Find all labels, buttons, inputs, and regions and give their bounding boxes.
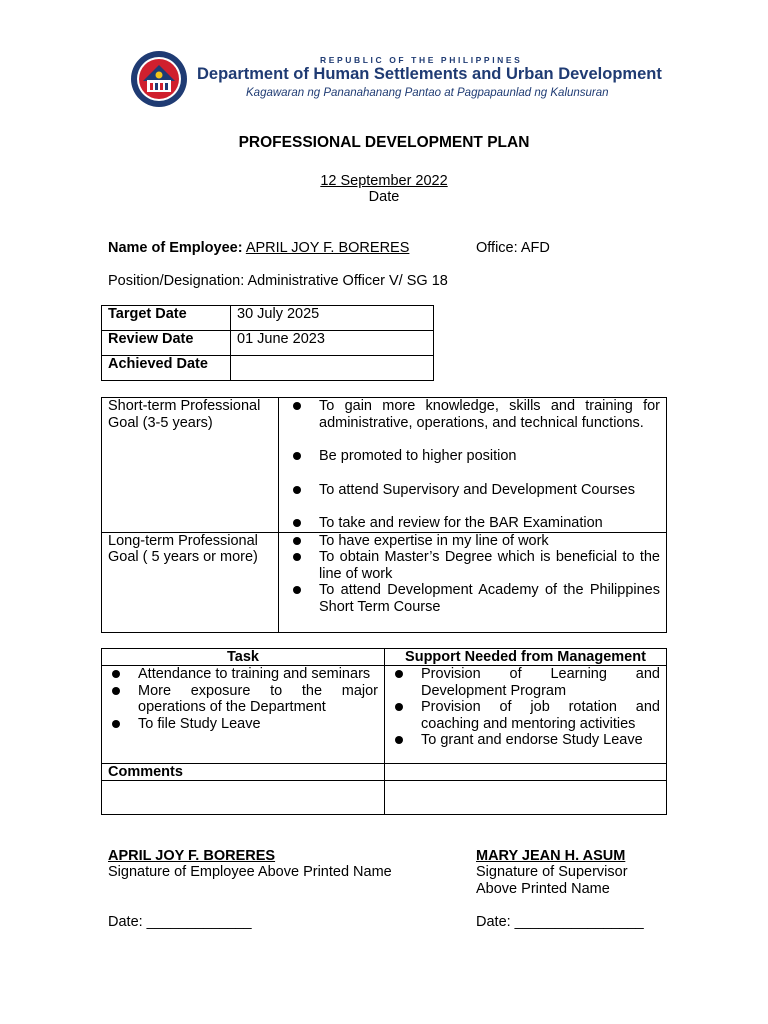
plan-date: 12 September 2022 xyxy=(320,173,448,189)
list-item: Provision of Learning and Development Program xyxy=(387,666,660,699)
page-title: PROFESSIONAL DEVELOPMENT PLAN xyxy=(238,134,530,151)
list-item: To have expertise in my line of work xyxy=(285,533,660,550)
task-cell xyxy=(102,666,385,764)
list-item: To attend Supervisory and Development Courses xyxy=(285,482,660,499)
task-support-table xyxy=(101,648,667,815)
list-item: Attendance to training and seminars xyxy=(104,666,378,683)
date-label: Date xyxy=(368,189,400,205)
comments-field-left[interactable] xyxy=(102,781,385,815)
list-item: To file Study Leave xyxy=(104,716,378,733)
list-item: Be promoted to higher position xyxy=(285,448,660,465)
list-item: More exposure to the major operations of the Department xyxy=(104,683,378,716)
list-item: To obtain Master’s Degree which is beneficial to the line of work xyxy=(285,549,660,582)
dhsud-seal-logo xyxy=(130,50,188,108)
achieved-date-label: Achieved Date xyxy=(102,356,231,381)
list-item: To gain more knowledge, skills and training for administrative, operations, and technical functions. xyxy=(285,398,660,431)
goals-table xyxy=(101,397,667,633)
review-date-label: Review Date xyxy=(102,331,231,356)
employee-signature-caption: Signature of Employee Above Printed Name xyxy=(108,864,392,880)
list-item: Provision of job rotation and coaching and mentoring activities xyxy=(387,699,660,732)
employee-name-label: Name of Employee: xyxy=(108,240,243,256)
employee-signature-name: APRIL JOY F. BORERES xyxy=(108,848,276,864)
supervisor-signature-caption-1: Signature of Supervisor xyxy=(476,864,628,880)
supervisor-signature-caption-2: Above Printed Name xyxy=(476,881,610,897)
supervisor-signature-name: MARY JEAN H. ASUM xyxy=(476,848,626,864)
comments-empty-cell xyxy=(385,764,667,781)
target-date-value: 30 July 2025 xyxy=(231,306,434,331)
office: Office: AFD xyxy=(476,240,550,256)
department-name: Department of Human Settlements and Urban Development xyxy=(197,65,662,83)
employee-name-line xyxy=(108,240,409,256)
long-term-goal-label: Long-term Professional Goal ( 5 years or more) xyxy=(102,532,279,632)
list-item: To attend Development Academy of the Philippines Short Term Course xyxy=(285,582,660,615)
support-cell xyxy=(385,666,667,764)
target-date-label: Target Date xyxy=(102,306,231,331)
dates-table xyxy=(101,305,434,381)
republic-label: REPUBLIC OF THE PHILIPPINES xyxy=(320,55,523,65)
long-term-goal-items xyxy=(279,532,667,632)
short-term-goal-label: Short-term Professional Goal (3-5 years) xyxy=(102,398,279,533)
comments-field-right[interactable] xyxy=(385,781,667,815)
comments-label: Comments xyxy=(102,764,385,781)
supervisor-date-field[interactable]: Date: ________________ xyxy=(476,914,644,930)
department-subtitle: Kagawaran ng Pananahanang Pantao at Pagpapaunlad ng Kalunsuran xyxy=(246,87,609,99)
employee-date-field[interactable]: Date: _____________ xyxy=(108,914,252,930)
support-header: Support Needed from Management xyxy=(385,649,667,666)
list-item: To grant and endorse Study Leave xyxy=(387,732,660,749)
task-header: Task xyxy=(102,649,385,666)
employee-name: APRIL JOY F. BORERES xyxy=(245,240,410,256)
short-term-goal-items xyxy=(279,398,667,533)
achieved-date-value xyxy=(231,356,434,381)
position: Position/Designation: Administrative Officer V/ SG 18 xyxy=(108,273,448,289)
list-item: To take and review for the BAR Examination xyxy=(285,515,660,532)
review-date-value: 01 June 2023 xyxy=(231,331,434,356)
